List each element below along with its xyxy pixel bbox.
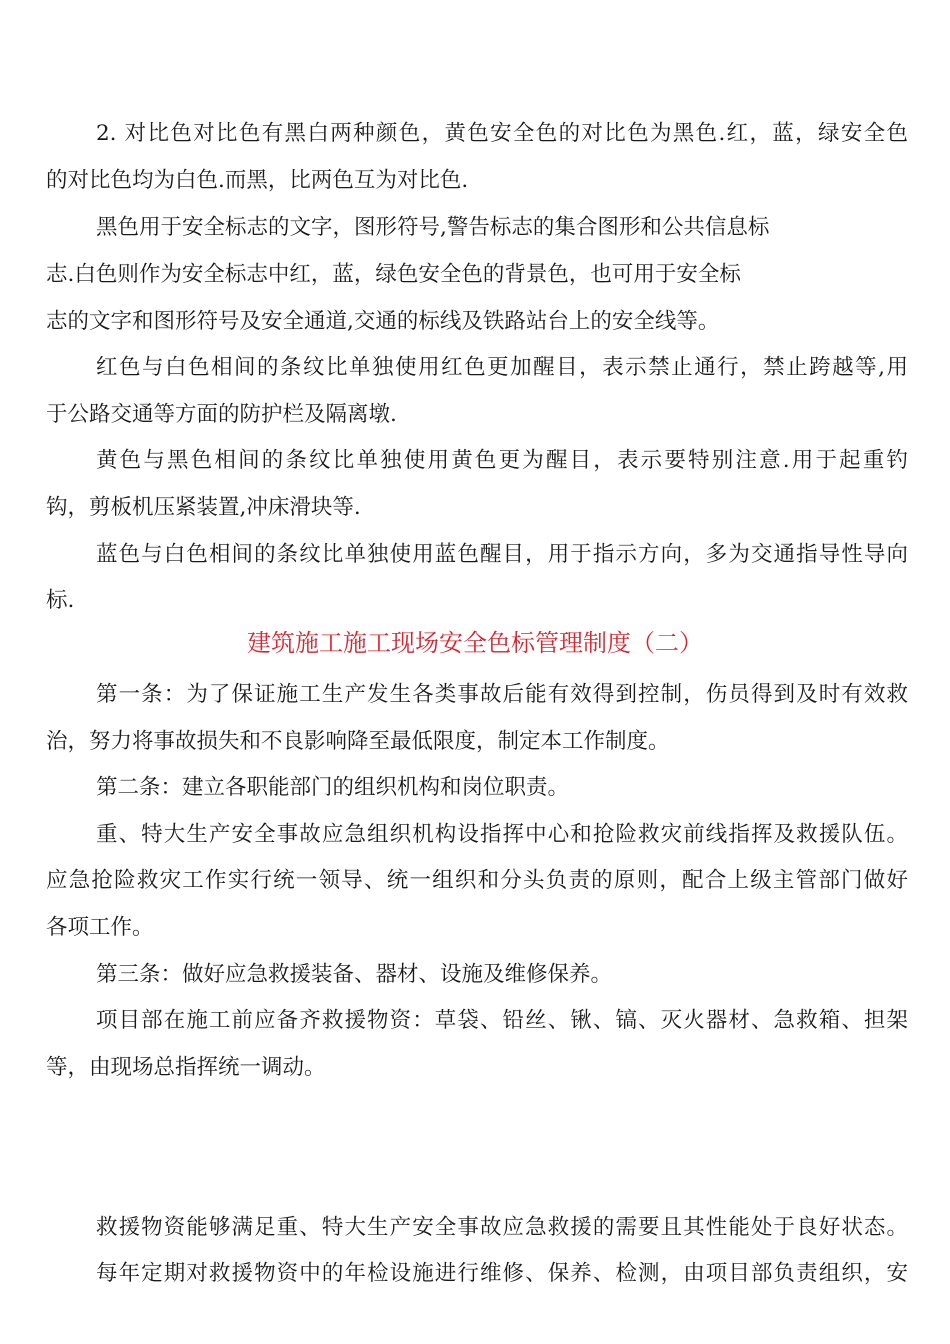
- paragraph-line: 治，努力将事故损失和不良影响降至最低限度，制定本工作制度。: [46, 729, 670, 754]
- paragraph-line: 标.: [46, 588, 75, 613]
- paragraph-line: 重、特大生产安全事故应急组织机构设指挥中心和抢险救灾前线指挥及救援队伍。: [96, 822, 908, 847]
- paragraph-line: 志.白色则作为安全标志中红，蓝，绿色安全色的背景色，也可用于安全标: [46, 262, 741, 287]
- paragraph-line: 第一条：为了保证施工生产发生各类事故后能有效得到控制，伤员得到及时有效救: [96, 682, 908, 707]
- paragraph-line: 2. 对比色对比色有黑白两种颜色，黄色安全色的对比色为黑色.红，蓝，绿安全色: [96, 121, 908, 146]
- paragraph-line: 救援物资能够满足重、特大生产安全事故应急救援的需要且其性能处于良好状态。: [96, 1215, 908, 1240]
- paragraph-line: 志的文字和图形符号及安全通道,交通的标线及铁路站台上的安全线等。: [46, 309, 720, 334]
- paragraph-line: 第三条：做好应急救援装备、器材、设施及维修保养。: [96, 962, 613, 987]
- paragraph-line: 项目部在施工前应备齐救援物资：草袋、铅丝、锹、镐、灭火器材、急救箱、担架: [96, 1008, 908, 1033]
- paragraph-line: 蓝色与白色相间的条纹比单独使用蓝色醒目，用于指示方向，多为交通指导性导向: [96, 542, 908, 567]
- paragraph-line: 黑色用于安全标志的文字，图形符号,警告标志的集合图形和公共信息标: [96, 215, 770, 240]
- paragraph-line: 钩，剪板机压紧装置,冲床滑块等.: [46, 495, 361, 520]
- paragraph-line: 于公路交通等方面的防护栏及隔离墩.: [46, 402, 397, 427]
- paragraph-line: 应急抢险救灾工作实行统一领导、统一组织和分头负责的原则，配合上级主管部门做好: [46, 868, 908, 893]
- paragraph-line: 等，由现场总指挥统一调动。: [46, 1055, 326, 1080]
- paragraph-line: 每年定期对救援物资中的年检设施进行维修、保养、检测，由项目部负责组织，安: [96, 1261, 908, 1286]
- paragraph-line: 红色与白色相间的条纹比单独使用红色更加醒目，表示禁止通行，禁止跨越等,用: [96, 355, 908, 380]
- paragraph-line: 黄色与黑色相间的条纹比单独使用黄色更为醒目，表示要特别注意.用于起重钓: [96, 448, 908, 473]
- paragraph-line: 各项工作。: [46, 915, 154, 940]
- paragraph-line: 第二条：建立各职能部门的组织机构和岗位职责。: [96, 775, 570, 800]
- paragraph-line: 的对比色均为白色.而黑，比两色互为对比色.: [46, 168, 469, 193]
- section-heading: 建筑施工施工现场安全色标管理制度（二）: [247, 629, 703, 657]
